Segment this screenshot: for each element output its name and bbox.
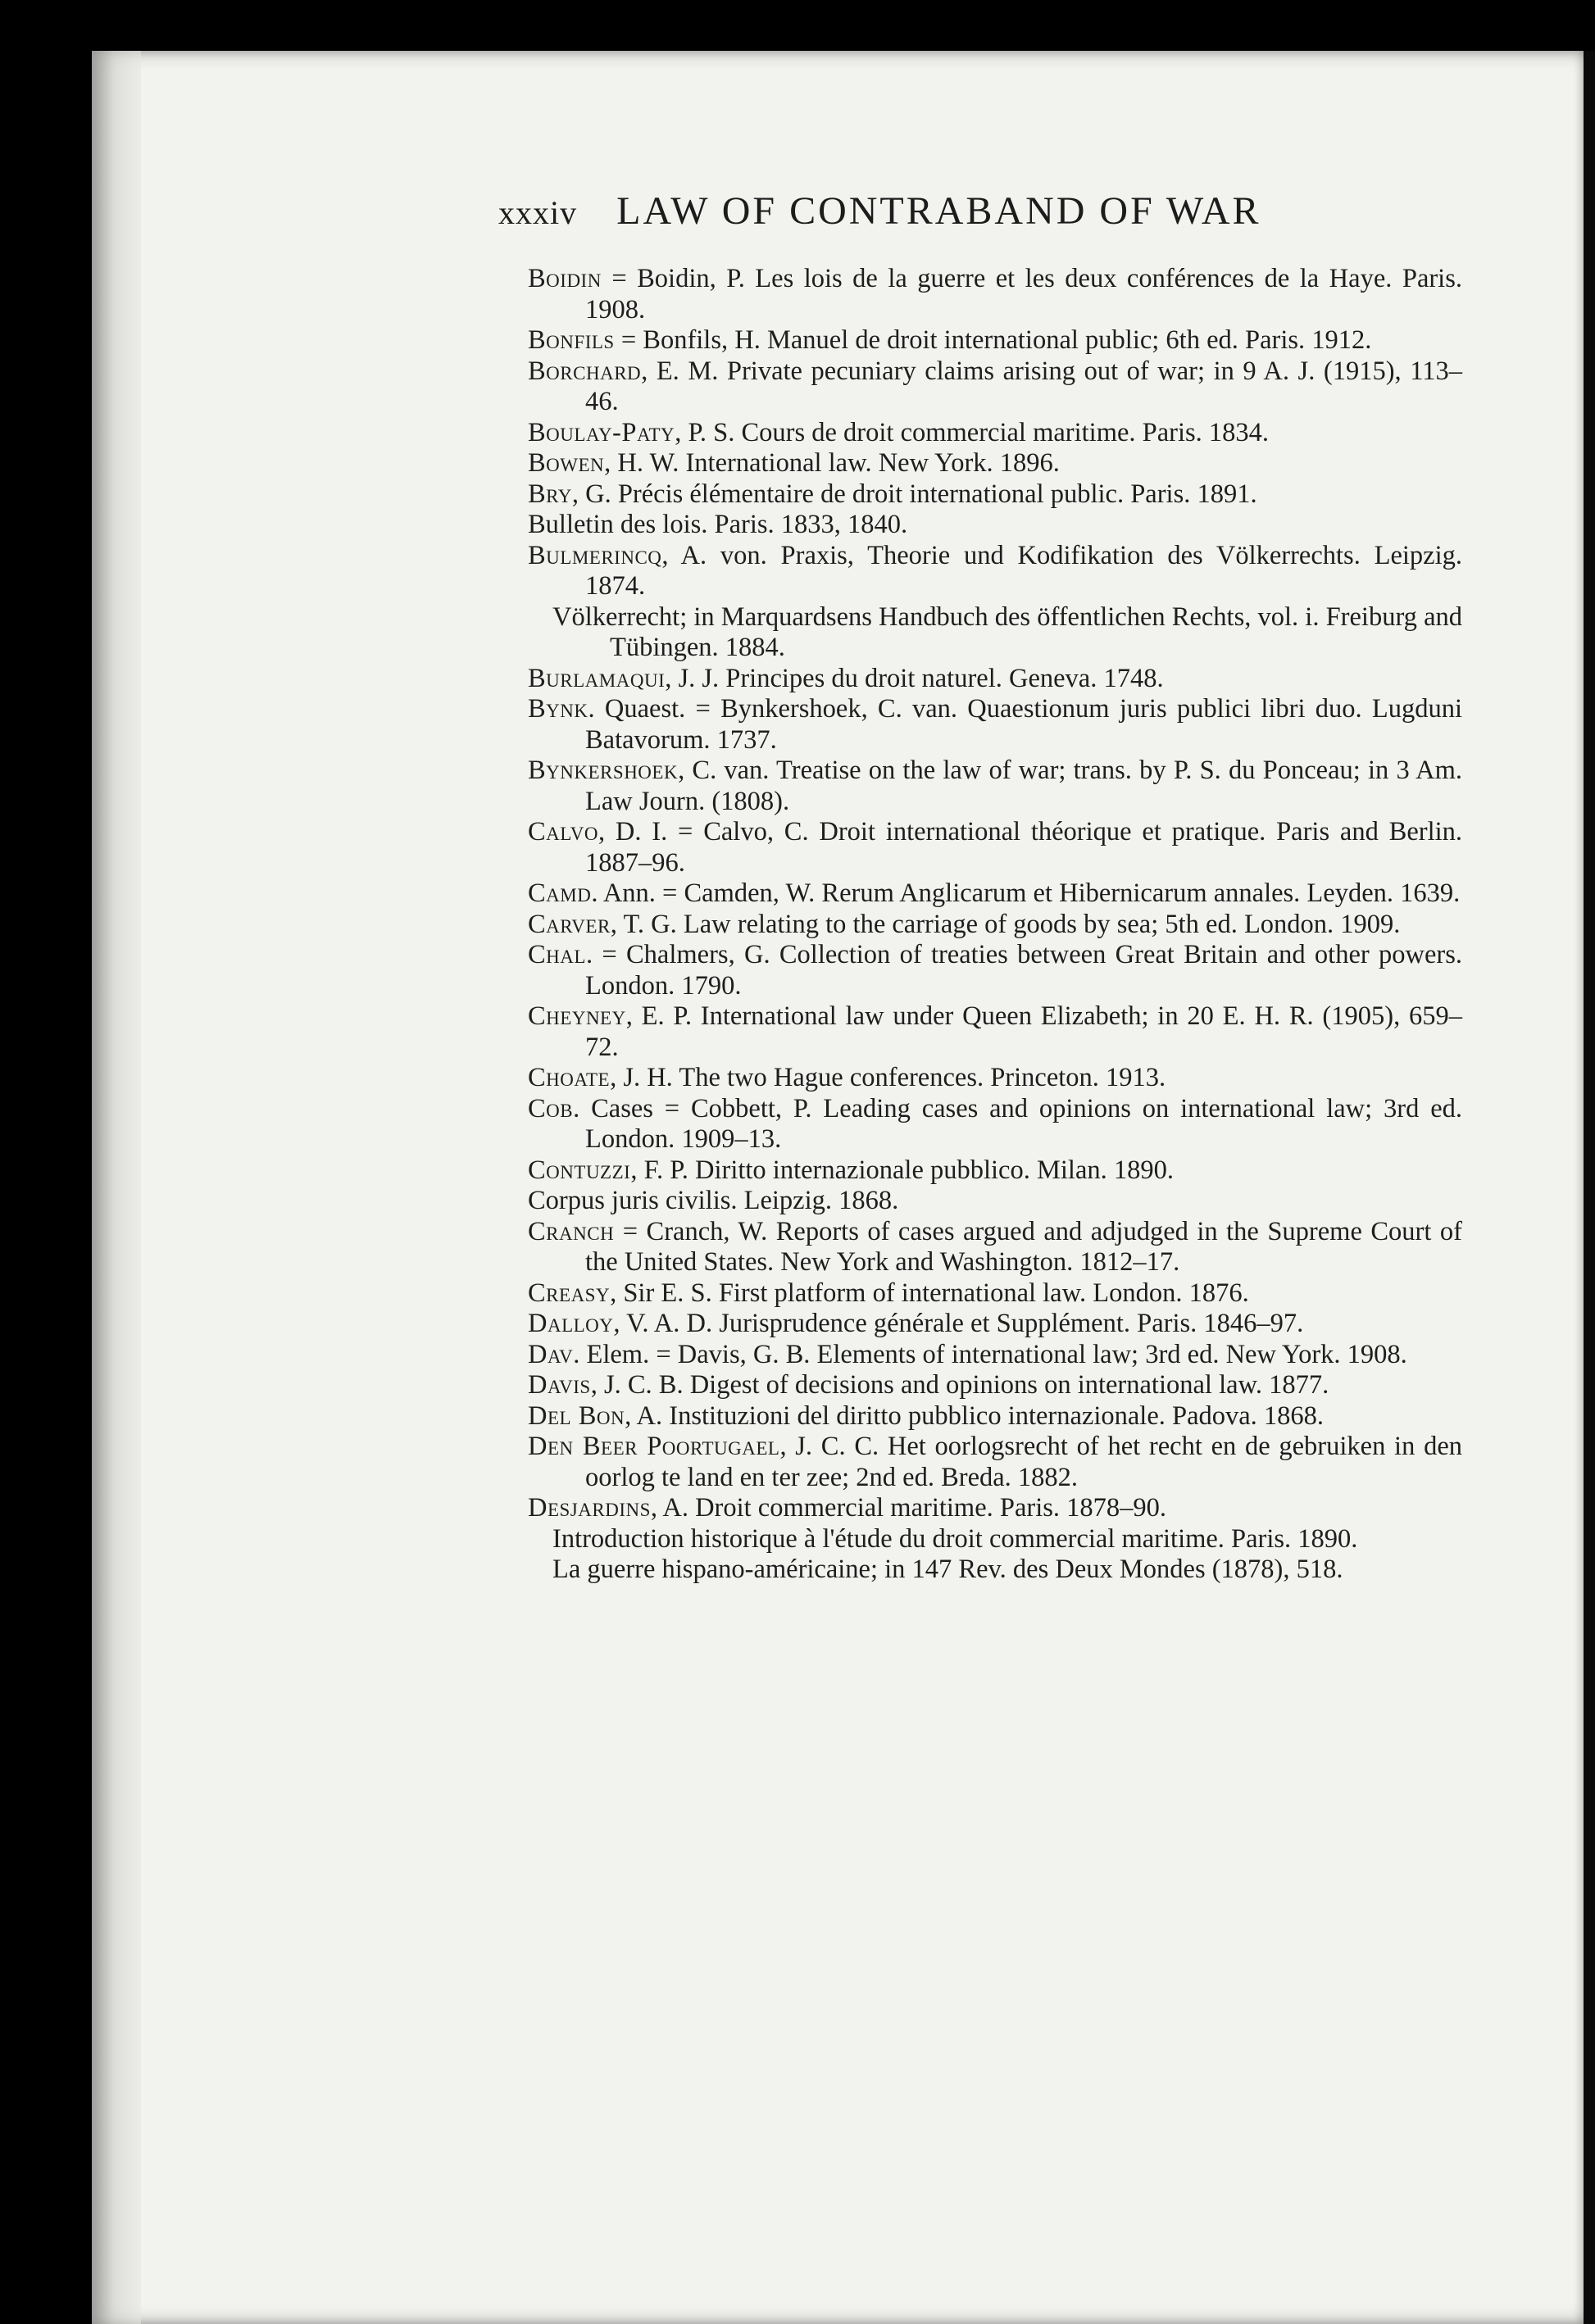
bibliography-entry [528,356,1462,418]
entry-text: = Bonfils, H. Manuel de droit international public; 6th ed. Paris. 1912. [614,325,1372,355]
entry-heading: Bynk [528,694,588,724]
bibliography-entry [528,940,1462,1001]
bibliography-entry [528,1493,1462,1524]
entry-heading: Dalloy [528,1309,614,1338]
bibliography-entry [528,1309,1462,1340]
bibliography-entry [528,1524,1462,1555]
entry-text: . Elem. = Davis, G. B. Elements of international law; 3rd ed. New York. 1908. [573,1339,1407,1369]
entry-heading: Cheyney [528,1001,626,1031]
bibliography-entry [528,1186,1462,1217]
entry-heading: Den Beer Poortugael [528,1432,780,1461]
entry-text: = Cranch, W. Reports of cases argued and adjudged in the Supreme Court of the United States. New York and Washington. 1812–17. [585,1216,1462,1277]
bibliography-entry [528,817,1462,878]
page-gutter-shadow [92,51,141,2324]
entry-heading: Cranch [528,1216,615,1246]
entry-text: , J. C. C. Het oorlogsrecht of het recht en de gebruiken in den oorlog te land en ter zee; 2nd ed. Breda. 1882. [585,1432,1462,1492]
entry-text: , J. J. Principes du droit naturel. Geneva. 1748. [665,663,1164,693]
entry-heading: Choate [528,1063,611,1092]
entry-text: , H. W. International law. New York. 1896. [604,448,1060,478]
bibliography-entry [528,448,1462,479]
running-header [498,188,1261,234]
bibliography-entry [528,510,1462,541]
bibliography-entry [528,1155,1462,1187]
bibliography-entry [528,694,1462,756]
bibliography-list [528,264,1462,1586]
entry-text: . Quaest. = Bynkershoek, C. van. Quaestionum juris publici libri duo. Lugduni Batavorum. 1737. [585,694,1462,755]
entry-heading: Creasy [528,1278,611,1308]
bibliography-entry [528,878,1462,910]
entry-heading: Cob [528,1093,574,1123]
entry-text: . Cases = Cobbett, P. Leading cases and opinions on international law; 3rd ed. London. 1909–13. [573,1093,1462,1154]
entry-heading: Bynkershoek [528,756,679,785]
bibliography-entry [528,479,1462,511]
page-number: xxxiv [498,194,578,231]
bibliography-entry [528,1370,1462,1401]
entry-heading: Borchard [528,356,642,386]
bibliography-entry [528,602,1462,664]
bibliography-entry [528,541,1462,602]
entry-text: , J. H. The two Hague conferences. Princeton. 1913. [610,1063,1166,1092]
entry-text: Bulletin des lois. Paris. 1833, 1840. [528,510,908,539]
entry-text: , E. M. Private pecuniary claims arising out of war; in 9 A. J. (1915), 113–46. [585,356,1462,416]
entry-text: . Ann. = Camden, W. Rerum Anglicarum et Hibernicarum annales. Leyden. 1639. [591,878,1461,908]
scan-border [1584,51,1595,2324]
entry-text: , E. P. International law under Queen Elizabeth; in 20 E. H. R. (1905), 659–72. [585,1001,1462,1062]
entry-text: , V. A. D. Jurisprudence générale et Supplément. Paris. 1846–97. [613,1309,1304,1338]
entry-text: , F. P. Diritto internazionale pubblico. Milan. 1890. [630,1155,1174,1185]
bibliography-entry [528,1094,1462,1155]
entry-heading: Bonfils [528,325,615,355]
running-title: LAW OF CONTRABAND OF WAR [616,189,1261,233]
entry-text: La guerre hispano-américaine; in 147 Rev. des Deux Mondes (1878), 518. [552,1555,1343,1584]
entry-heading: Boidin [528,264,602,293]
bibliography-entry [528,664,1462,695]
bibliography-entry [528,1340,1462,1371]
entry-heading: Del Bon [528,1400,625,1431]
bibliography-entry [528,756,1462,817]
entry-text: , A. Droit commercial maritime. Paris. 1878–90. [650,1493,1167,1523]
bibliography-entry [528,910,1462,941]
entry-text: Völkerrecht; in Marquardsens Handbuch des öffentlichen Rechts, vol. i. Freiburg and Tübingen. 1884. [552,601,1462,662]
entry-heading: Camd [528,878,592,908]
bibliography-entry [528,1063,1462,1094]
entry-heading: Carver [528,909,611,939]
bibliography-entry [528,1217,1462,1278]
entry-text: = Boidin, P. Les lois de la guerre et les deux conférences de la Haye. Paris. 1908. [585,264,1462,325]
entry-text: , C. van. Treatise on the law of war; trans. by P. S. du Ponceau; in 3 Am. Law Journ. (1808). [585,756,1462,816]
entry-text: , G. Précis élémentaire de droit international public. Paris. 1891. [571,479,1257,509]
entry-text: , A. Instituzioni del diritto pubblico internazionale. Padova. 1868. [625,1400,1325,1431]
bibliography-entry [528,418,1462,449]
entry-text: , P. S. Cours de droit commercial maritime. Paris. 1834. [675,417,1270,447]
bibliography-entry [528,1555,1462,1586]
entry-heading: Calvo [528,817,598,847]
entry-text: , D. I. = Calvo, C. Droit international théorique et pratique. Paris and Berlin. 1887–96. [585,817,1462,878]
bibliography-entry [528,1001,1462,1063]
entry-heading: Bry [528,479,572,509]
entry-heading: Contuzzi [528,1155,631,1185]
entry-text: , Sir E. S. First platform of international law. London. 1876. [610,1278,1249,1308]
bibliography-entry [528,1432,1462,1493]
entry-heading: Boulay-Paty [528,417,675,447]
entry-heading: Burlamaqui [528,663,666,693]
entry-text: Introduction historique à l'étude du droit commercial maritime. Paris. 1890. [552,1523,1358,1554]
entry-text: , T. G. Law relating to the carriage of goods by sea; 5th ed. London. 1909. [610,909,1401,939]
entry-text: . = Chalmers, G. Collection of treaties between Great Britain and other powers. London. 1790. [585,940,1462,1001]
entry-heading: Davis [528,1370,591,1400]
entry-heading: Dav [528,1339,574,1369]
entry-heading: Chal [528,940,586,969]
entry-text: , A. von. Praxis, Theorie und Kodifikation des Völkerrechts. Leipzig. 1874. [585,540,1462,601]
bibliography-entry [528,264,1462,325]
entry-text: , J. C. B. Digest of decisions and opinions on international law. 1877. [590,1370,1329,1400]
entry-heading: Desjardins [528,1493,651,1523]
bibliography-entry [528,1401,1462,1432]
entry-heading: Bulmerincq [528,540,662,570]
bibliography-entry [528,1278,1462,1310]
entry-text: Corpus juris civilis. Leipzig. 1868. [528,1186,899,1215]
bibliography-entry [528,325,1462,356]
entry-heading: Bowen [528,448,605,478]
